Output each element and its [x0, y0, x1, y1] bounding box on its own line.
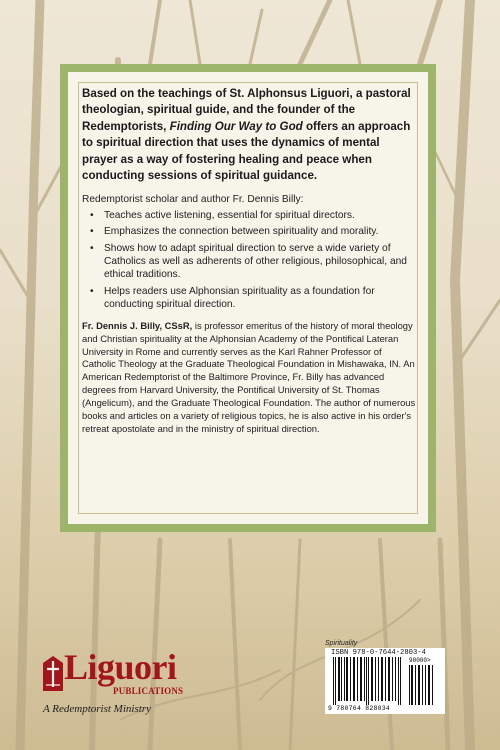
- barcode-ean-digits: 9 780764 828034: [328, 705, 391, 712]
- lead-text-1: Based on the teachings of St. Alphonsus Liguori, a pastoral theologian, spiritual guide, and the founder of the Redemptorists,: [82, 87, 411, 133]
- isbn-text: ISBN 978-0-7644-2803-4: [331, 649, 426, 657]
- redemptorist-emblem-icon: [42, 655, 64, 693]
- list-item: • Shows how to adapt spiritual direction to serve a wide variety of Catholics as well as adherents of other religious, philosophical, and ethical traditions.: [104, 242, 418, 282]
- barcode-bars: [333, 657, 437, 705]
- barcode-addon: 90000>: [409, 657, 431, 664]
- author-bio-text: is professor emeritus of the history of moral theology and Christian spirituality at the Alphonsian Academy of the Pontifical Lateran University in Rome and currently serves as the Karl Rahner Professor of Catholic Theology at the Graduate Theological Foundation in Mishawaka, IN. An American Redemptorist of the Baltimore Province, Fr. Billy has advanced degrees from Harvard University, the Pontifical University of St. Thomas (Angelicum), and the Graduate Theological Foundation. The author of numerous books and articles on a variety of religious topics, he is also active in his order's retreat apostolate and in the ministry of spiritual direction.: [82, 319, 416, 434]
- liguori-logo-mark: [42, 655, 64, 698]
- list-item: • Emphasizes the connection between spirituality and morality.: [104, 225, 418, 238]
- publisher-sub: PUBLICATIONS: [113, 686, 184, 696]
- publisher-name: Liguori: [64, 647, 177, 687]
- intro-line: Redemptorist scholar and author Fr. Dennis Billy:: [82, 194, 304, 206]
- author-bio: [82, 320, 418, 436]
- category-label: Spirituality: [325, 640, 358, 647]
- list-item: • Teaches active listening, essential for spiritual directors.: [104, 209, 418, 222]
- publisher-tagline: A Redemptorist Ministry: [43, 703, 151, 715]
- barcode-box: [325, 648, 445, 714]
- list-item: • Helps readers use Alphonsian spirituality as a foundation for conducting spiritual direction.: [104, 285, 418, 312]
- book-title: Finding Our Way to God: [169, 119, 303, 133]
- feature-list: [82, 209, 418, 312]
- description-content: [82, 86, 418, 445]
- lead-paragraph: [82, 86, 418, 184]
- author-name: Fr. Dennis J. Billy, CSsR,: [82, 319, 193, 331]
- lead-text-2: offers an approach to spiritual direction that uses the dynamics of mental prayer as a way of fostering healing and peace when conducting sessions of spiritual guidance.: [82, 119, 411, 183]
